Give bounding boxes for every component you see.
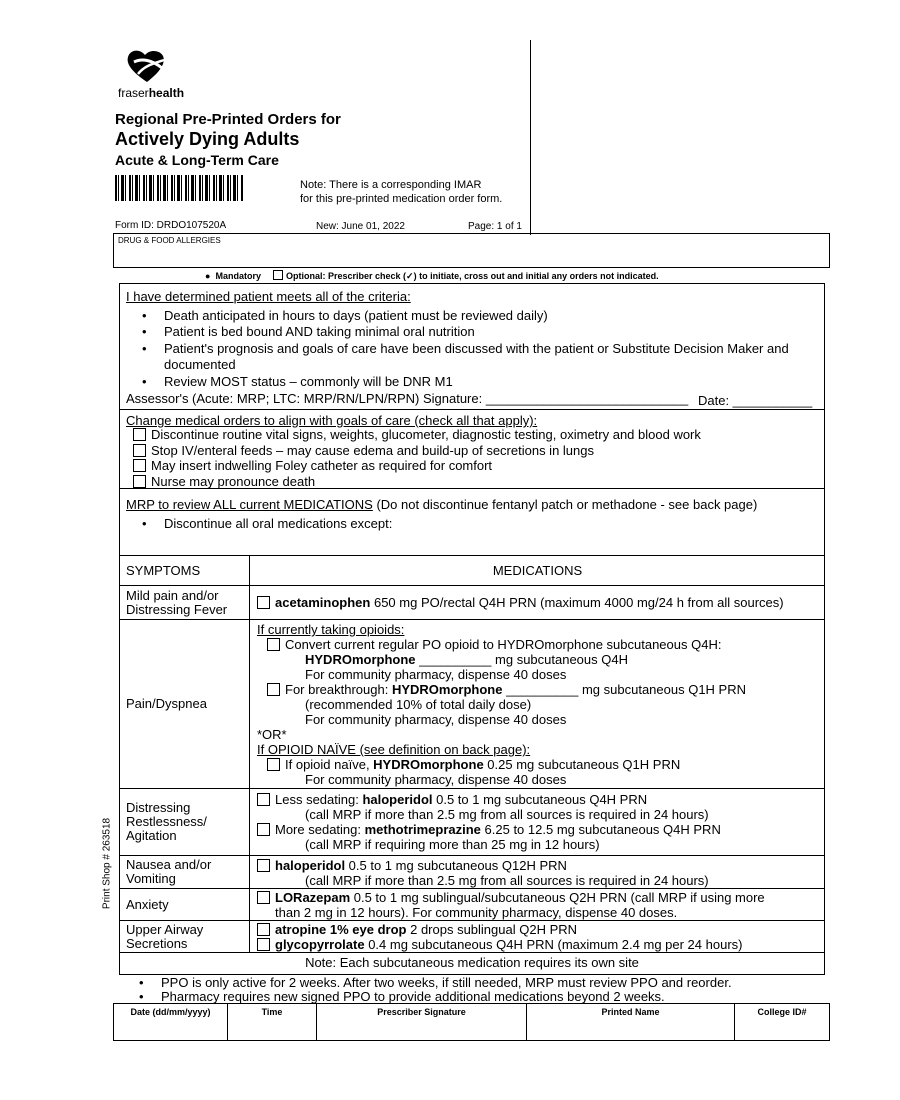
- mrp-heading-underlined: MRP to review ALL current MEDICATIONS: [126, 497, 373, 512]
- med-checkbox[interactable]: [267, 683, 280, 696]
- symptom-nausea: [120, 856, 250, 888]
- drug-name: haloperidol: [275, 858, 346, 873]
- med-checkbox[interactable]: [267, 638, 280, 651]
- med-option-breakthrough[interactable]: [257, 682, 824, 697]
- mrp-section: [119, 488, 825, 556]
- naive-heading: If OPIOID NAÏVE (see definition on back page):: [257, 742, 531, 757]
- mrp-heading: [126, 497, 757, 512]
- assessor-signature[interactable]: Assessor's (Acute: MRP; LTC: MRP/RN/LPN/RPN) Signature: ____________________________: [126, 391, 689, 406]
- symptom-label: Anxiety: [126, 896, 169, 912]
- sig-col-prescriber-signature[interactable]: Prescriber Signature: [317, 1004, 527, 1040]
- fraserhealth-logo: [118, 48, 188, 103]
- call-mrp-note: (call MRP if more than 2.5 mg from all sources is required in 24 hours): [305, 873, 709, 888]
- naive-pre: If opioid naïve,: [285, 757, 374, 772]
- logo-text-light: fraser: [118, 86, 149, 100]
- table-row-nausea: [119, 855, 825, 889]
- drug-name: haloperidol: [362, 792, 433, 807]
- footer-bullets: [117, 976, 732, 1004]
- community-note: For community pharmacy, dispense 40 doses: [305, 772, 567, 787]
- logo-text: [118, 86, 184, 100]
- mrp-bullet: • Discontinue all oral medications except:: [164, 516, 392, 531]
- med-airway: [251, 921, 824, 952]
- med-option-haloperidol-nausea[interactable]: [257, 858, 824, 873]
- med-option-methotrimeprazine[interactable]: [257, 822, 824, 837]
- form-id: Form ID: DRDO107520A: [115, 220, 227, 231]
- med-checkbox[interactable]: [257, 938, 270, 951]
- logo-text-bold: health: [148, 86, 185, 100]
- drug-dose: 0.25 mg subcutaneous Q1H PRN: [483, 757, 681, 772]
- drug-name: methotrimeprazine: [364, 822, 481, 837]
- symptom-label: Pain/Dyspnea: [126, 696, 207, 711]
- symptom-label: Distressing Restlessness/ Agitation: [126, 800, 207, 843]
- recommended-note: (recommended 10% of total daily dose): [305, 697, 532, 712]
- med-checkbox[interactable]: [257, 891, 270, 904]
- drug-name: glycopyrrolate: [275, 937, 365, 952]
- drug-dose: 0.4 mg subcutaneous Q4H PRN (maximum 2.4 mg per 24 hours): [364, 937, 743, 952]
- sig-col-college-id[interactable]: College ID#: [757, 1007, 807, 1017]
- drug-name: HYDROmorphone: [373, 757, 484, 772]
- legend-mandatory: Mandatory: [215, 271, 261, 281]
- symptom-label: Nausea and/or Vomiting: [126, 857, 212, 886]
- order-item-label: Discontinue routine vital signs, weights, glucometer, diagnostic testing, oximetry and blood work: [151, 427, 701, 442]
- med-option-atropine[interactable]: [257, 922, 824, 937]
- med-checkbox[interactable]: [257, 793, 270, 806]
- community-note: For community pharmacy, dispense 40 doses: [305, 667, 567, 682]
- mandatory-bullet-icon: ●: [205, 271, 211, 281]
- drug-name: HYDROmorphone: [305, 652, 416, 667]
- symptom-airway: [120, 921, 250, 952]
- drug-dose: 650 mg PO/rectal Q4H PRN (maximum 4000 mg/24 h from all sources): [370, 595, 784, 610]
- footer-bullet: • Pharmacy requires new signed PPO to provide additional medications beyond 2 weeks.: [161, 990, 732, 1004]
- drug-name: acetaminophen: [275, 595, 371, 610]
- med-nausea: [251, 856, 824, 888]
- table-note-row: [119, 952, 825, 975]
- sig-col-printed-name[interactable]: Printed Name: [527, 1004, 735, 1040]
- change-orders-section: [119, 409, 825, 489]
- page-number: Page: 1 of 1: [468, 221, 522, 232]
- order-item-pronounce[interactable]: [133, 474, 701, 490]
- symptom-label: Mild pain and/or Distressing Fever: [126, 587, 228, 617]
- community-note: For community pharmacy, dispense 40 doses: [305, 712, 567, 727]
- new-date: New: June 01, 2022: [316, 221, 405, 232]
- lorazepam-note: than 2 mg in 12 hours). For community pharmacy, dispense 40 doses.: [275, 905, 678, 920]
- table-row-airway: [119, 920, 825, 953]
- breakthrough-pre: For breakthrough:: [285, 682, 392, 697]
- table-row-pain: [119, 619, 825, 789]
- medications-header: [251, 556, 824, 585]
- subcutaneous-note: Note: Each subcutaneous medication requires its own site: [305, 955, 639, 970]
- hydro-dose-line[interactable]: [257, 652, 824, 667]
- med-pain: [251, 620, 824, 788]
- drug-dose: 2 drops sublingual Q2H PRN: [406, 922, 578, 937]
- table-row-agitation: [119, 788, 825, 856]
- criteria-heading: I have determined patient meets all of the criteria:: [126, 289, 411, 304]
- symptom-pain: [120, 620, 250, 788]
- order-item-label: May insert indwelling Foley catheter as required for comfort: [151, 458, 493, 473]
- med-option-glycopyrrolate[interactable]: [257, 937, 824, 952]
- signature-table: [113, 1003, 830, 1041]
- med-checkbox[interactable]: [257, 823, 270, 836]
- criteria-item: • Death anticipated in hours to days (patient must be reviewed daily): [164, 308, 854, 324]
- barcode: [115, 175, 243, 201]
- symptoms-header-label: SYMPTOMS: [126, 562, 201, 578]
- call-mrp-note: (call MRP if more than 2.5 mg from all sources is required in 24 hours): [305, 807, 709, 822]
- less-pre: Less sedating:: [275, 792, 363, 807]
- drug-name: LORazepam: [275, 890, 351, 905]
- title-line3: Acute & Long-Term Care: [115, 152, 279, 168]
- order-checkbox[interactable]: [133, 444, 146, 457]
- criteria-item: • Review MOST status – commonly will be DNR M1: [164, 374, 854, 390]
- order-item-feeds[interactable]: [133, 443, 701, 459]
- med-option-convert[interactable]: [257, 637, 824, 652]
- opioids-heading: If currently taking opioids:: [257, 622, 405, 637]
- drug-name: HYDROmorphone: [391, 682, 503, 697]
- change-orders-heading: Change medical orders to align with goals of care (check all that apply):: [126, 413, 538, 428]
- imar-note: [300, 178, 502, 206]
- symptom-anxiety: [120, 889, 250, 920]
- med-option-lorazepam[interactable]: [257, 890, 824, 905]
- title-line1: Regional Pre-Printed Orders for: [115, 111, 341, 128]
- order-checkbox[interactable]: [133, 459, 146, 472]
- criteria-list: [120, 308, 854, 390]
- title-line2: Actively Dying Adults: [115, 129, 300, 149]
- legend-optional: Optional: Prescriber check (✓) to initiate, cross out and initial any orders not indicated.: [286, 271, 659, 281]
- mrp-list: [120, 516, 392, 531]
- table-header-row: [119, 555, 825, 586]
- symptoms-header: [120, 556, 250, 585]
- med-checkbox[interactable]: [267, 758, 280, 771]
- more-pre: More sedating:: [275, 822, 365, 837]
- call-mrp-note: (call MRP if requiring more than 25 mg in 12 hours): [305, 837, 600, 852]
- med-anxiety: [251, 889, 824, 920]
- drug-dose: __________ mg subcutaneous Q4H: [415, 652, 628, 667]
- drug-dose: 0.5 to 1 mg sublingual/subcutaneous Q2H PRN (call MRP if using more: [350, 890, 765, 905]
- order-item-foley[interactable]: [133, 458, 701, 474]
- med-option-naive[interactable]: [257, 757, 824, 772]
- symptom-agitation: [120, 789, 250, 855]
- criteria-item: • Patient's prognosis and goals of care have been discussed with the patient or Substitute Decision Maker and documented: [164, 341, 854, 373]
- imar-note-line2: for this pre-printed medication order form.: [300, 193, 503, 205]
- table-row-fever: [119, 585, 825, 620]
- drug-dose: 0.5 to 1 mg subcutaneous Q12H PRN: [345, 858, 567, 873]
- legend: [205, 270, 659, 282]
- criteria-item: • Patient is bed bound AND taking minimal oral nutrition: [164, 324, 854, 340]
- med-fever: [251, 586, 824, 619]
- optional-checkbox-icon: [273, 270, 283, 280]
- header-divider: [530, 40, 531, 235]
- convert-label: Convert current regular PO opioid to HYDROmorphone subcutaneous Q4H:: [285, 637, 722, 652]
- print-shop-number: Print Shop # 263518: [101, 817, 113, 910]
- order-checkbox[interactable]: [133, 475, 146, 488]
- criteria-section: [119, 283, 825, 410]
- order-item-vitals[interactable]: [133, 427, 701, 443]
- symptom-label: Upper Airway Secretions: [126, 921, 204, 951]
- sig-col-time[interactable]: Time: [228, 1004, 317, 1040]
- fraserhealth-heart-icon: [124, 48, 170, 84]
- sig-col-date[interactable]: Date (dd/mm/yyyy): [114, 1004, 228, 1040]
- table-row-anxiety: [119, 888, 825, 921]
- drug-dose: 6.25 to 12.5 mg subcutaneous Q4H PRN: [480, 822, 721, 837]
- imar-note-line1: Note: There is a corresponding IMAR: [300, 179, 482, 191]
- medications-header-label: MEDICATIONS: [492, 563, 583, 578]
- drug-name: atropine 1% eye drop: [275, 922, 407, 937]
- drug-dose: 0.5 to 1 mg subcutaneous Q4H PRN: [432, 792, 648, 807]
- med-option-acetaminophen[interactable]: [257, 595, 784, 610]
- order-checkbox[interactable]: [133, 428, 146, 441]
- med-checkbox[interactable]: [257, 859, 270, 872]
- med-checkbox[interactable]: [257, 923, 270, 936]
- footer-bullet: • PPO is only active for 2 weeks. After two weeks, if still needed, MRP must review PPO and reorder.: [161, 976, 732, 990]
- allergies-box[interactable]: [113, 233, 830, 268]
- med-agitation: [251, 789, 824, 855]
- mrp-heading-rest: (Do not discontinue fentanyl patch or methadone - see back page): [372, 497, 758, 512]
- drug-dose: __________ mg subcutaneous Q1H PRN: [502, 682, 746, 697]
- change-orders-list: [133, 427, 701, 489]
- med-checkbox[interactable]: [257, 596, 270, 609]
- or-separator: *OR*: [257, 727, 287, 742]
- allergies-label: DRUG & FOOD ALLERGIES: [118, 236, 221, 245]
- symptom-fever: [120, 586, 250, 619]
- med-option-haloperidol-less[interactable]: [257, 792, 824, 807]
- order-item-label: Nurse may pronounce death: [151, 473, 316, 489]
- order-item-label: Stop IV/enteral feeds – may cause edema and build-up of secretions in lungs: [151, 442, 594, 458]
- assessor-date[interactable]: Date: ___________: [698, 393, 813, 408]
